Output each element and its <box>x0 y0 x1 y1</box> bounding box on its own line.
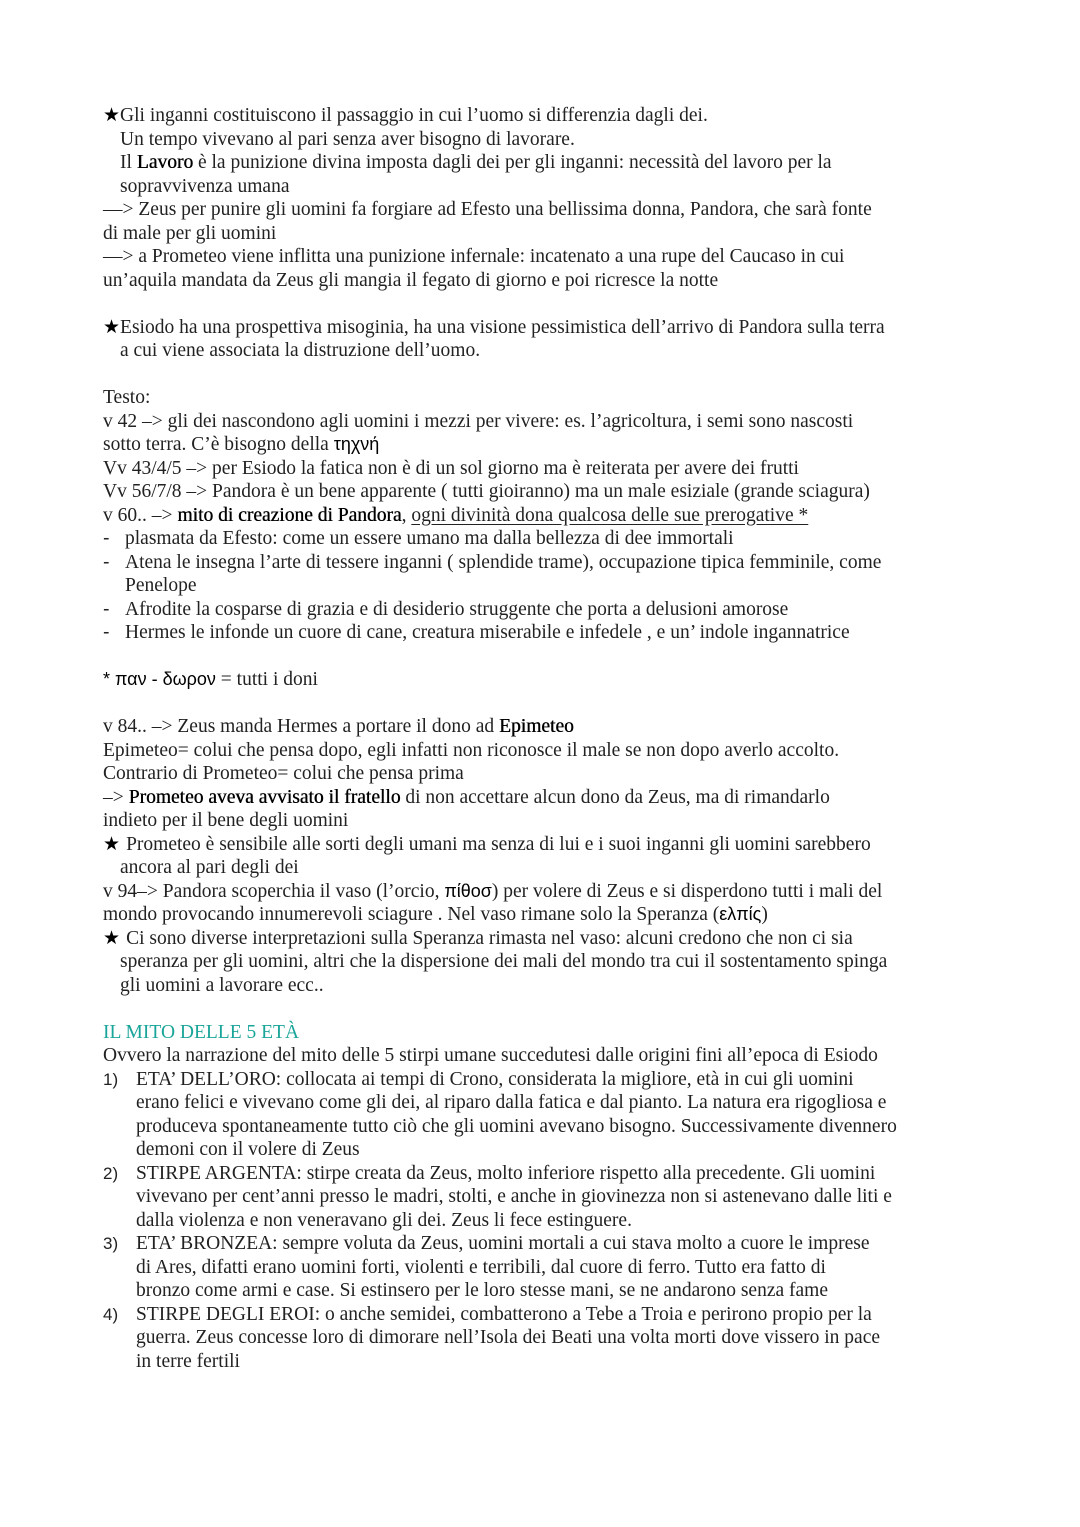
text-segment: bronzo come armi e case. Si estinsero per le loro stesse mani, se ne andarono senza fame <box>136 1280 828 1301</box>
list-item <box>103 527 1003 551</box>
star-icon: ★ <box>103 832 127 855</box>
text-segment: speranza per gli uomini, altri che la dispersione dei mali del mondo tra cui il sostentamento spinga <box>120 951 888 972</box>
text-segment: Prometeo è sensibile alle sorti degli umani ma senza di lui e i suoi inganni gli uomini sarebbero <box>126 833 871 855</box>
text-segment: di male per gli uomini <box>103 222 277 244</box>
text-segment: —> a Prometeo viene inflitta una punizione infernale: incatenato a una rupe del Caucaso in cui <box>103 246 845 267</box>
text-segment: –> <box>103 786 129 808</box>
text-line <box>103 222 1003 246</box>
text-line <box>103 316 1003 340</box>
text-segment: STIRPE ARGENTA: <box>136 1162 302 1184</box>
text-segment: Afrodite la cosparse di grazia e di desiderio struggente che porta a delusioni amorose <box>125 598 789 620</box>
text-segment: produceva spontaneamente tutto ciò che gli uomini avevano bisogno. Successivamente divennero <box>136 1115 897 1137</box>
text-segment: Epimeteo <box>499 716 574 737</box>
text-segment: un’aquila mandata da Zeus gli mangia il fegato di giorno e poi ricresce la notte <box>103 269 719 291</box>
text-line <box>103 1256 1003 1280</box>
text-line <box>103 339 1003 363</box>
text-segment: Penelope <box>125 575 197 596</box>
text-line <box>103 927 1003 951</box>
text-segment: STIRPE DEGLI EROI: <box>136 1303 321 1325</box>
text-line <box>103 1138 1003 1162</box>
text-line <box>103 410 1003 434</box>
greek-term: τηχνή <box>333 434 380 454</box>
text-segment: ) <box>761 904 768 925</box>
text-line <box>103 1091 1003 1115</box>
text-segment: mondo provocando innumerevoli sciagure . Nel vaso rimane solo la Speranza ( <box>103 904 720 925</box>
list-item <box>103 598 1003 622</box>
text-line <box>103 950 1003 974</box>
text-segment: Prometeo aveva avvisato il fratello <box>128 786 401 808</box>
text-line <box>103 1279 1003 1303</box>
text-segment: ETA’ DELL’ORO: <box>136 1068 282 1090</box>
text-segment: gli uomini a lavorare ecc.. <box>120 974 324 996</box>
text-segment: plasmata da Efesto: come un essere umano ma dalla bellezza di dee immortali <box>125 528 734 549</box>
text-line <box>103 151 1003 175</box>
text-line <box>103 480 1003 504</box>
text-segment: Ci sono diverse interpretazioni sulla Speranza rimasta nel vaso: alcuni credono che non ci sia <box>126 927 853 949</box>
text-segment: Gli inganni costituiscono il passaggio in cui l’uomo si differenzia dagli dei. <box>120 105 708 126</box>
text-segment: Testo: <box>103 387 151 408</box>
text-segment: Lavoro <box>136 152 194 173</box>
list-number: 1) <box>103 1069 119 1089</box>
star-icon: ★ <box>103 926 127 949</box>
text-line <box>103 128 1003 152</box>
text-segment: ) per volere di Zeus e si disperdono tutti i mali del <box>491 880 883 902</box>
text-line <box>103 269 1003 293</box>
text-line <box>103 668 1003 692</box>
text-segment: Esiodo ha una prospettiva misoginia, ha una visione pessimistica dell’arrivo di Pandora sulla terra <box>120 316 885 338</box>
text-line <box>103 692 1003 716</box>
text-line <box>103 786 1003 810</box>
text-line <box>103 974 1003 998</box>
text-segment: —> Zeus per punire gli uomini fa forgiare ad Efesto una bellissima donna, Pandora, che sarà fonte <box>103 199 872 220</box>
text-segment: mito di creazione di Pandora <box>177 504 402 526</box>
text-line <box>103 645 1003 669</box>
greek-term: παν - δωρον <box>115 669 216 689</box>
text-segment: Epimeteo= colui che pensa dopo, egli infatti non riconosce il male se non dopo averlo accolto. <box>103 739 840 761</box>
text-segment: sopravvivenza umana <box>120 175 290 197</box>
text-line <box>103 292 1003 316</box>
list-item <box>103 551 1003 575</box>
text-line <box>103 1044 1003 1068</box>
text-segment: o anche semidei, combatterono a Tebe a Troia e perirono propio per la <box>320 1303 872 1325</box>
text-segment: demoni con il volere di Zeus <box>136 1139 360 1160</box>
text-line <box>103 1021 1003 1045</box>
text-line <box>103 504 1003 528</box>
list-number: 4) <box>103 1304 119 1324</box>
text-line <box>103 880 1003 904</box>
text-segment: v 42 –> gli dei nascondono agli uomini i mezzi per vivere: es. l’agricoltura, i semi sono nascosti <box>103 410 854 432</box>
numbered-item <box>103 1232 1003 1256</box>
text-segment: ogni divinità dona qualcosa delle sue prerogative * <box>411 504 809 526</box>
text-line <box>103 1350 1003 1374</box>
document-page <box>103 104 1003 1373</box>
text-segment: di non accettare alcun dono da Zeus, ma di rimandarlo <box>400 786 830 808</box>
text-segment: Contrario di Prometeo= colui che pensa prima <box>103 763 464 784</box>
greek-term: * <box>103 669 116 689</box>
list-item <box>103 621 1003 645</box>
text-segment: Il <box>120 152 137 173</box>
text-segment: stirpe creata da Zeus, molto inferiore rispetto alla precedente. Gli uomini <box>301 1162 876 1184</box>
text-segment: ETA’ BRONZEA: <box>136 1233 278 1254</box>
text-line <box>103 997 1003 1021</box>
text-segment: collocata ai tempi di Crono, considerata la migliore, età in cui gli uomini <box>281 1068 854 1090</box>
text-segment: v 84.. –> Zeus manda Hermes a portare il dono ad <box>103 716 500 737</box>
text-segment: a cui viene associata la distruzione dell’uomo. <box>120 340 481 361</box>
text-line <box>103 903 1003 927</box>
text-segment: vivevano per cent’anni presso le madri, stolti, e anche in giovinezza non si astenevano dalle liti e <box>136 1186 892 1207</box>
text-segment: Ovvero la narrazione del mito delle 5 stirpi umane succedutesi dalle origini fini all’epoca di Esiodo <box>103 1045 878 1066</box>
star-icon: ★ <box>103 104 121 126</box>
greek-term: ελπίς <box>719 904 762 924</box>
list-number: 3) <box>103 1234 119 1253</box>
text-line <box>103 1209 1003 1233</box>
text-segment: = tutti i doni <box>215 669 318 690</box>
text-line <box>103 363 1003 387</box>
section-heading: IL MITO DELLE 5 ETÀ <box>103 1021 300 1043</box>
text-segment: Un tempo vivevano al pari senza aver bisogno di lavorare. <box>120 128 575 150</box>
greek-term: πίθοσ <box>444 880 492 901</box>
numbered-item <box>103 1303 1003 1327</box>
text-segment: sotto terra. C’è bisogno della <box>103 434 334 455</box>
text-segment: Hermes le infonde un cuore di cane, creatura miserabile e infedele , e un’ indole ingannatrice <box>125 622 850 643</box>
text-segment: Vv 43/4/5 –> per Esiodo la fatica non è di un sol giorno ma è reiterata per avere dei frutti <box>103 457 799 479</box>
text-segment: è la punizione divina imposta dagli dei per gli inganni: necessità del lavoro per la <box>193 152 832 173</box>
text-line <box>103 809 1003 833</box>
text-segment: in terre fertili <box>136 1350 240 1372</box>
text-line <box>103 739 1003 763</box>
text-segment: erano felici e vivevano come gli dei, al riparo dalla fatica e dal pianto. La natura era rigogliosa e <box>136 1092 887 1113</box>
text-line <box>103 245 1003 269</box>
text-line <box>103 175 1003 199</box>
text-segment: Atena le insegna l’arte di tessere inganni ( splendide trame), occupazione tipica femminile, come <box>125 551 882 573</box>
text-line <box>103 833 1003 857</box>
numbered-item <box>103 1162 1003 1186</box>
text-line <box>103 1115 1003 1139</box>
text-segment: Vv 56/7/8 –> Pandora è un bene apparente ( tutti gioiranno) ma un male esiziale (grande sciagura) <box>103 481 870 502</box>
text-segment: di Ares, difatti erano uomini forti, violenti e terribili, dal cuore di ferro. Tutto era fatto di <box>136 1256 826 1278</box>
star-icon: ★ <box>103 315 121 338</box>
text-line <box>103 198 1003 222</box>
text-segment: v 94–> Pandora scoperchia il vaso (l’orcio, <box>103 880 445 902</box>
text-line <box>103 104 1003 128</box>
numbered-item <box>103 1068 1003 1092</box>
text-segment: v 60.. –> <box>103 504 178 526</box>
text-line <box>103 433 1003 457</box>
text-line <box>103 386 1003 410</box>
text-segment: sempre voluta da Zeus, uomini mortali a cui stava molto a cuore le imprese <box>277 1233 870 1254</box>
text-segment: guerra. Zeus concesse loro di dimorare nell’Isola dei Beati una volta morti dove vissero in pace <box>136 1327 880 1348</box>
text-line <box>103 715 1003 739</box>
text-line <box>103 1185 1003 1209</box>
text-line <box>103 457 1003 481</box>
list-number: 2) <box>103 1163 119 1183</box>
text-segment: ancora al pari degli dei <box>120 857 299 878</box>
text-line <box>103 574 1003 598</box>
text-line <box>103 1326 1003 1350</box>
text-segment: indieto per il bene degli uomini <box>103 810 349 831</box>
text-segment: , <box>401 504 412 526</box>
text-segment: dalla violenza e non veneravano gli dei. Zeus li fece estinguere. <box>136 1209 632 1231</box>
text-line <box>103 856 1003 880</box>
text-line <box>103 762 1003 786</box>
